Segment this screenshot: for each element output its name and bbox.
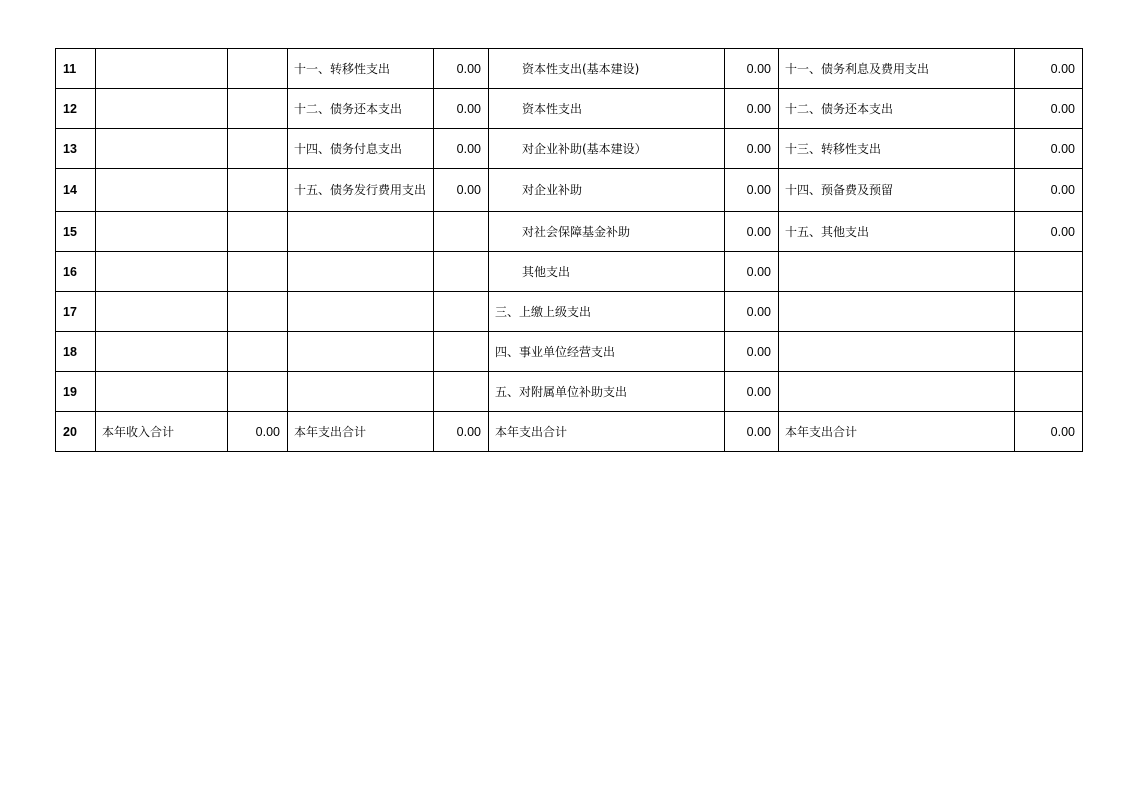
row-number: 18 (56, 332, 96, 372)
row-number: 11 (56, 49, 96, 89)
expense-item: 十五、债务发行费用支出 (288, 169, 434, 212)
table-row (56, 372, 1083, 412)
gov-economic-item: 十四、预备费及预留 (779, 169, 1015, 212)
gov-economic-item: 十五、其他支出 (779, 212, 1015, 252)
income-item (96, 332, 228, 372)
expense-amount (434, 212, 489, 252)
income-amount (228, 332, 288, 372)
economic-class-amount: 0.00 (725, 169, 779, 212)
expense-amount (434, 292, 489, 332)
gov-economic-total-label: 本年支出合计 (779, 412, 1015, 452)
gov-economic-item: 十三、转移性支出 (779, 129, 1015, 169)
expense-total-amount: 0.00 (434, 412, 489, 452)
gov-economic-amount: 0.00 (1015, 129, 1083, 169)
economic-class-total-label: 本年支出合计 (489, 412, 725, 452)
expense-amount: 0.00 (434, 129, 489, 169)
row-number: 12 (56, 89, 96, 129)
income-item (96, 169, 228, 212)
income-item (96, 252, 228, 292)
economic-class-amount: 0.00 (725, 292, 779, 332)
expense-total-label: 本年支出合计 (288, 412, 434, 452)
expense-amount: 0.00 (434, 89, 489, 129)
gov-economic-item (779, 372, 1015, 412)
gov-economic-amount (1015, 252, 1083, 292)
row-number: 15 (56, 212, 96, 252)
income-amount (228, 89, 288, 129)
table-row (56, 252, 1083, 292)
income-total-label: 本年收入合计 (96, 412, 228, 452)
economic-class-amount: 0.00 (725, 252, 779, 292)
gov-economic-item: 十一、债务利息及费用支出 (779, 49, 1015, 89)
gov-economic-total-amount: 0.00 (1015, 412, 1083, 452)
economic-class-item: 五、对附属单位补助支出 (489, 372, 725, 412)
income-item (96, 372, 228, 412)
row-number: 14 (56, 169, 96, 212)
table-row (56, 89, 1083, 129)
income-total-amount: 0.00 (228, 412, 288, 452)
economic-class-item: 三、上缴上级支出 (489, 292, 725, 332)
gov-economic-amount: 0.00 (1015, 169, 1083, 212)
economic-class-total-amount: 0.00 (725, 412, 779, 452)
economic-class-item: 对社会保障基金补助 (489, 212, 725, 252)
gov-economic-amount (1015, 292, 1083, 332)
gov-economic-amount (1015, 372, 1083, 412)
income-amount (228, 212, 288, 252)
gov-economic-item: 十二、债务还本支出 (779, 89, 1015, 129)
gov-economic-item (779, 252, 1015, 292)
expense-amount: 0.00 (434, 169, 489, 212)
economic-class-item: 对企业补助 (489, 169, 725, 212)
expense-item (288, 292, 434, 332)
expense-item (288, 212, 434, 252)
expense-item (288, 332, 434, 372)
expense-amount (434, 252, 489, 292)
economic-class-amount: 0.00 (725, 129, 779, 169)
economic-class-item: 资本性支出 (489, 89, 725, 129)
economic-class-amount: 0.00 (725, 372, 779, 412)
row-number: 16 (56, 252, 96, 292)
economic-class-item: 四、事业单位经营支出 (489, 332, 725, 372)
gov-economic-amount: 0.00 (1015, 89, 1083, 129)
income-amount (228, 169, 288, 212)
row-number: 19 (56, 372, 96, 412)
expense-item: 十二、债务还本支出 (288, 89, 434, 129)
expense-item: 十一、转移性支出 (288, 49, 434, 89)
income-amount (228, 372, 288, 412)
income-item (96, 49, 228, 89)
gov-economic-item (779, 332, 1015, 372)
gov-economic-amount: 0.00 (1015, 212, 1083, 252)
income-item (96, 292, 228, 332)
table-row (56, 292, 1083, 332)
expense-amount: 0.00 (434, 49, 489, 89)
budget-table (55, 48, 1083, 452)
economic-class-item: 其他支出 (489, 252, 725, 292)
economic-class-amount: 0.00 (725, 49, 779, 89)
gov-economic-amount (1015, 332, 1083, 372)
economic-class-item: 资本性支出(基本建设) (489, 49, 725, 89)
total-row (56, 412, 1083, 452)
economic-class-amount: 0.00 (725, 89, 779, 129)
economic-class-amount: 0.00 (725, 212, 779, 252)
row-number: 13 (56, 129, 96, 169)
gov-economic-item (779, 292, 1015, 332)
table-row (56, 49, 1083, 89)
expense-item (288, 372, 434, 412)
gov-economic-amount: 0.00 (1015, 49, 1083, 89)
expense-amount (434, 332, 489, 372)
table-row (56, 332, 1083, 372)
row-number: 17 (56, 292, 96, 332)
table-row (56, 129, 1083, 169)
income-item (96, 212, 228, 252)
economic-class-item: 对企业补助(基本建设） (489, 129, 725, 169)
income-item (96, 129, 228, 169)
income-amount (228, 252, 288, 292)
income-amount (228, 292, 288, 332)
row-number: 20 (56, 412, 96, 452)
table-row (56, 169, 1083, 212)
income-item (96, 89, 228, 129)
economic-class-amount: 0.00 (725, 332, 779, 372)
expense-item (288, 252, 434, 292)
income-amount (228, 129, 288, 169)
table-row (56, 212, 1083, 252)
income-amount (228, 49, 288, 89)
expense-item: 十四、债务付息支出 (288, 129, 434, 169)
expense-amount (434, 372, 489, 412)
